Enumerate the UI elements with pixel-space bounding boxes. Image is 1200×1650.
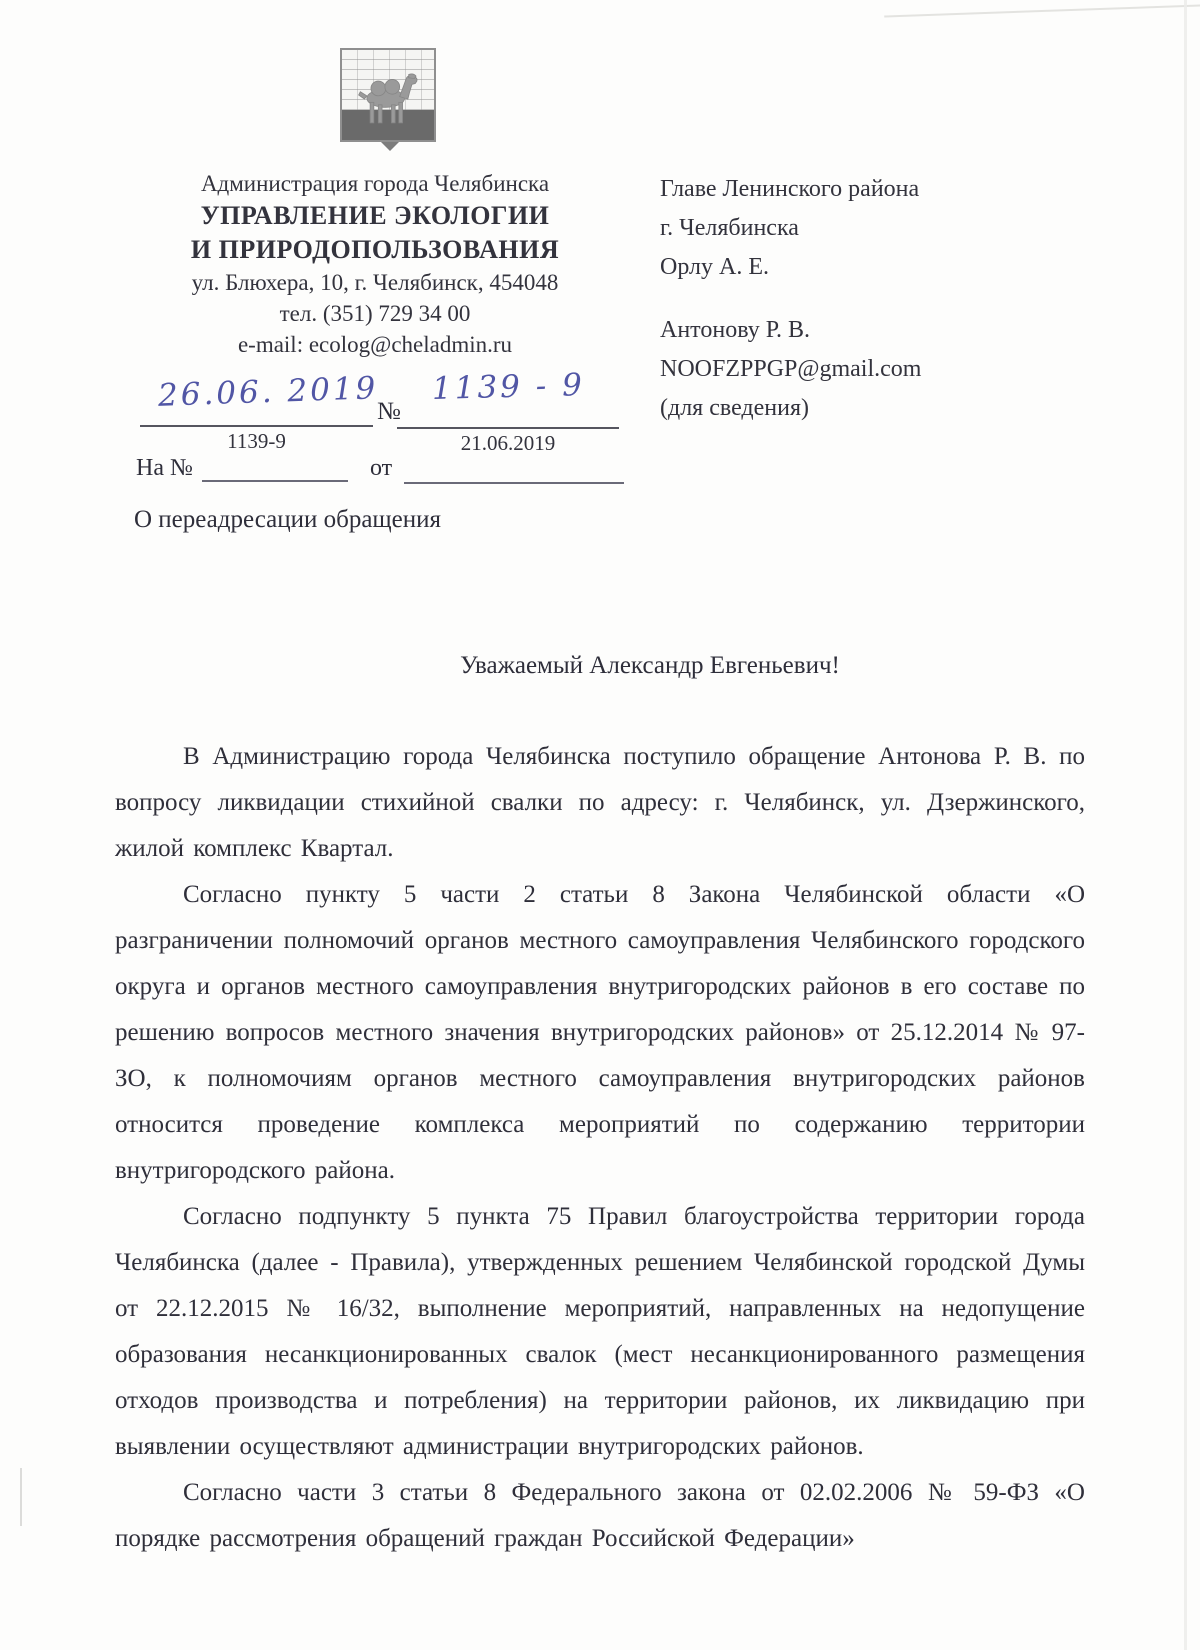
shield-tip — [381, 142, 399, 151]
body-paragraph: Согласно пункту 5 части 2 статьи 8 Закона Челябинской области «О разграничении полномочий органов местного самоуправления Челябинского городского округа и органов местного самоуправления внутригородских районов в его составе по решению вопросов местного значения внутригородских районов» от 25.12.2014 № 97-ЗО, к полномочиям органов местного самоуправления внутригородских районов относится проведение комплекса мероприятий по содержанию территории внутригородского района. — [115, 881, 1085, 1184]
scan-artifact-diagonal — [884, 4, 1200, 18]
coat-of-arms — [340, 48, 440, 151]
salutation: Уважаемый Александр Евгеньевич! — [460, 652, 840, 679]
letterhead — [128, 168, 622, 360]
subject-line: О переадресации обращения — [134, 506, 442, 533]
copy-recipient-note: (для сведения) — [660, 395, 809, 421]
recipient-name: Орлу А. Е. — [660, 254, 769, 280]
camel-icon — [348, 56, 430, 134]
from-underline — [404, 452, 624, 484]
number-sign: № — [377, 398, 401, 425]
typed-outgoing-number: 1139-9 — [227, 429, 286, 453]
copy-recipient-email: NOOFZPPGP@gmail.com — [660, 356, 922, 382]
body-paragraph: Согласно подпункту 5 пункта 75 Правил благоустройства территории города Челябинска (далее - Правила), утвержденных решением Челябинской городской Думы от 22.12.2015 № 16/32, выполнение мероприятий, направленных на недопущение образования несанкционированных свалок (мест несанкционированного размещения отходов производства и потребления) на территории районов, их ликвидацию при выявлении осуществляют администрации внутригородских районов. — [115, 1203, 1085, 1460]
handwritten-number: 1139 - 9 — [431, 367, 586, 407]
address-line: ул. Блюхера, 10, г. Челябинск, 454048 — [191, 270, 559, 295]
department-name-line1: УПРАВЛЕНИЕ ЭКОЛОГИИ — [200, 201, 550, 230]
recipient-title: Главе Ленинского района — [660, 176, 920, 202]
organization-name: Администрация города Челябинска — [200, 171, 550, 196]
phone-line: тел. (351) 729 34 00 — [279, 301, 471, 326]
handwritten-date: 26.06. 2019 — [157, 370, 379, 414]
body-paragraph: В Администрацию города Челябинска поступило обращение Антонова Р. В. по вопросу ликвидации стихийной свалки по адресу: г. Челябинск, ул. Дзержинского, жилой комплекс Квартал. — [115, 743, 1085, 862]
email-line: e-mail: ecolog@cheladmin.ru — [237, 332, 513, 357]
in-reply-to-underline — [202, 450, 348, 482]
body-paragraph: Согласно части 3 статьи 8 Федерального закона от 02.02.2006 № 59-ФЗ «О порядке рассмотрения обращений граждан Российской Федерации» — [115, 1479, 1085, 1552]
department-name-line2: И ПРИРОДОПОЛЬЗОВАНИЯ — [190, 235, 560, 264]
scan-artifact-left-edge — [20, 1468, 22, 1526]
from-label: от — [370, 455, 393, 481]
date-underline — [140, 395, 373, 427]
coat-of-arms-shield — [340, 48, 436, 142]
number-underline — [397, 395, 619, 429]
scan-artifact-right-edge — [1184, 0, 1187, 1650]
typed-outgoing-date: 21.06.2019 — [460, 431, 556, 455]
copy-recipient-name: Антонову Р. В. — [660, 317, 811, 343]
letter-body — [115, 734, 1085, 1562]
recipient-block — [660, 170, 1090, 428]
recipient-gap — [660, 287, 1090, 311]
in-reply-to-label: На № — [136, 455, 193, 481]
recipient-city: г. Челябинска — [660, 215, 799, 241]
